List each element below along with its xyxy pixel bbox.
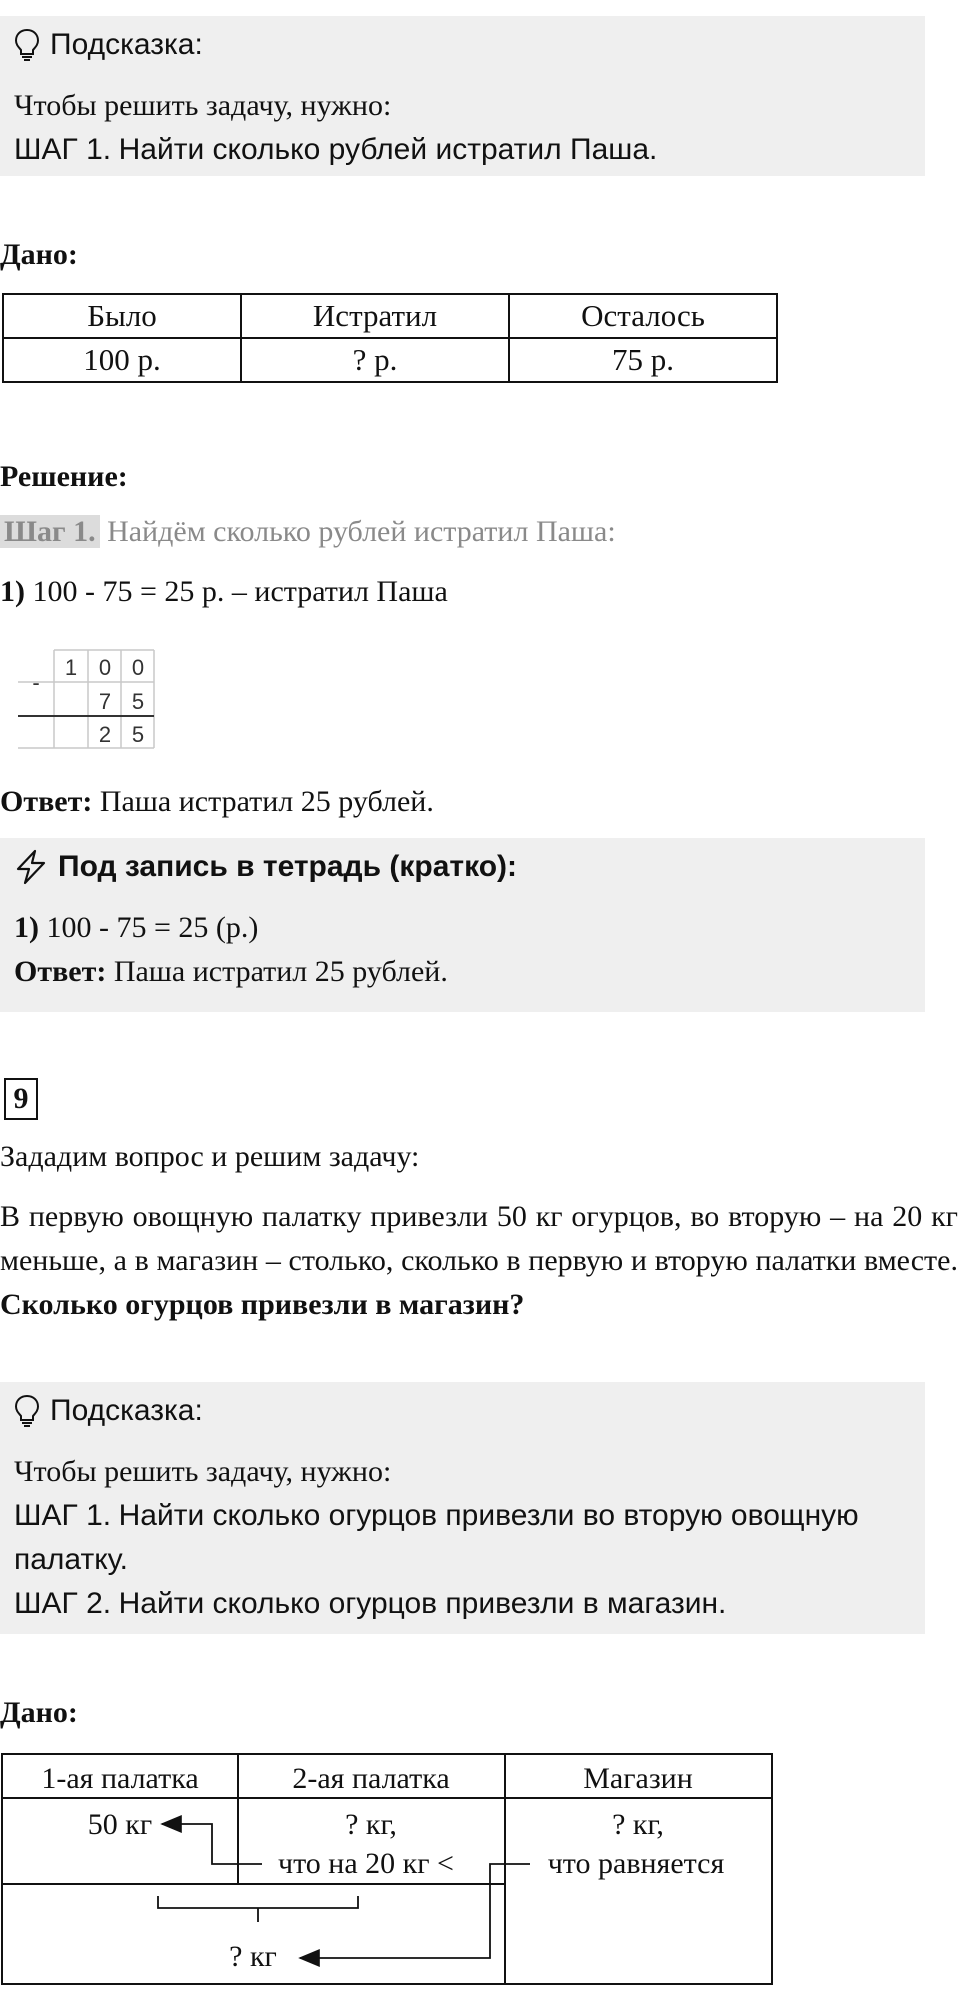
task-intro: Зададим вопрос и решим задачу: xyxy=(0,1140,420,1173)
hint-title: Подсказка: xyxy=(50,1394,203,1427)
hint-intro: Чтобы решить задачу, нужно: xyxy=(14,1455,392,1488)
column-subtraction xyxy=(18,648,158,750)
notebook-title: Под запись в тетрадь (кратко): xyxy=(58,850,518,883)
digit: 0 xyxy=(131,655,145,680)
hint-step-label: ШАГ 2. xyxy=(14,1587,112,1620)
hint-step xyxy=(14,1494,911,1538)
given-label: Дано: xyxy=(0,238,78,271)
cell-first-stall: 50 кг xyxy=(87,1808,153,1841)
equation-text: 100 - 75 = 25 р. – истратил Паша xyxy=(32,575,448,608)
cell-second-stall: ? кг, xyxy=(345,1808,397,1841)
table-cell: 75 р. xyxy=(509,338,777,382)
answer-text: Паша истратил 25 рублей. xyxy=(113,955,448,988)
table-row xyxy=(3,338,777,382)
equation-number: 1) xyxy=(14,911,39,944)
table-cell: 100 р. xyxy=(3,338,241,382)
digit: 7 xyxy=(98,689,112,714)
equation-text: 100 - 75 = 25 (р.) xyxy=(46,911,259,944)
problem-question: Сколько огурцов привезли в магазин? xyxy=(0,1288,525,1321)
notebook-box xyxy=(0,838,925,1012)
problem-text: В первую овощную палатку привезли 50 кг огурцов, во вторую – на 20 кг меньше, а в магазин – столько, сколько в первую и вторую палатки вместе. xyxy=(0,1200,958,1277)
lightning-icon xyxy=(14,849,48,885)
given-table xyxy=(2,293,778,383)
cell-store-relation: что равняется xyxy=(547,1847,725,1880)
notebook-answer xyxy=(14,950,911,994)
sum-brace xyxy=(158,1896,358,1922)
equation-number: 1) xyxy=(0,575,25,608)
hint-step-label: ШАГ 1. xyxy=(14,1499,112,1532)
answer-label: Ответ: xyxy=(14,955,107,988)
hint-step-label: ШАГ 1. xyxy=(14,133,112,166)
table-header-cell: Магазин xyxy=(583,1762,693,1795)
digit: 5 xyxy=(131,722,145,747)
table-header-cell: 2-ая палатка xyxy=(292,1762,450,1795)
answer-text: Паша истратил 25 рублей. xyxy=(99,785,434,818)
hint-box xyxy=(0,1382,925,1634)
table-header-cell: Осталось xyxy=(509,294,777,338)
solution-label: Решение: xyxy=(0,460,128,493)
cell-second-stall-relation: что на 20 кг < xyxy=(278,1847,454,1880)
answer-label: Ответ: xyxy=(0,785,93,818)
hint-step-text-cont: палатку. xyxy=(14,1543,128,1576)
table-header-row xyxy=(3,294,777,338)
minus-sign: - xyxy=(32,670,40,695)
given-diagram xyxy=(0,1752,780,1988)
solution-step xyxy=(0,515,616,549)
table-cell: ? р. xyxy=(241,338,509,382)
notebook-header xyxy=(14,838,911,896)
hint-step xyxy=(14,1582,911,1626)
lightbulb-icon xyxy=(14,1394,40,1428)
answer xyxy=(0,785,434,819)
task-problem xyxy=(0,1195,958,1327)
hint-header xyxy=(14,16,911,74)
hint-step-text: Найти сколько рублей истратил Паша. xyxy=(118,133,658,166)
cell-store: ? кг, xyxy=(612,1808,664,1841)
equation xyxy=(0,575,448,609)
solution-step-text: Найдём сколько рублей истратил Паша: xyxy=(107,515,616,548)
digit: 1 xyxy=(64,655,78,680)
digit: 2 xyxy=(98,722,112,747)
hint-intro: Чтобы решить задачу, нужно: xyxy=(14,89,392,122)
hint-step-text: Найти сколько огурцов привезли в магазин. xyxy=(118,1587,727,1620)
table-header-cell: Было xyxy=(3,294,241,338)
digit: 0 xyxy=(98,655,112,680)
table-header-cell: Истратил xyxy=(241,294,509,338)
notebook-equation xyxy=(14,906,911,950)
lightbulb-icon xyxy=(14,28,40,62)
total-unknown: ? кг xyxy=(229,1940,277,1973)
hint-header xyxy=(14,1382,911,1440)
digit: 5 xyxy=(131,689,145,714)
table-header-cell: 1-ая палатка xyxy=(41,1762,199,1795)
hint-step xyxy=(14,128,911,172)
hint-title: Подсказка: xyxy=(50,28,203,61)
arrow-to-first-stall xyxy=(162,1824,262,1864)
hint-step-text: Найти сколько огурцов привезли во вторую овощную xyxy=(118,1499,859,1532)
task-number: 9 xyxy=(4,1078,38,1120)
given-label: Дано: xyxy=(0,1696,78,1729)
hint-box xyxy=(0,16,925,176)
solution-step-label: Шаг 1. xyxy=(0,515,100,548)
